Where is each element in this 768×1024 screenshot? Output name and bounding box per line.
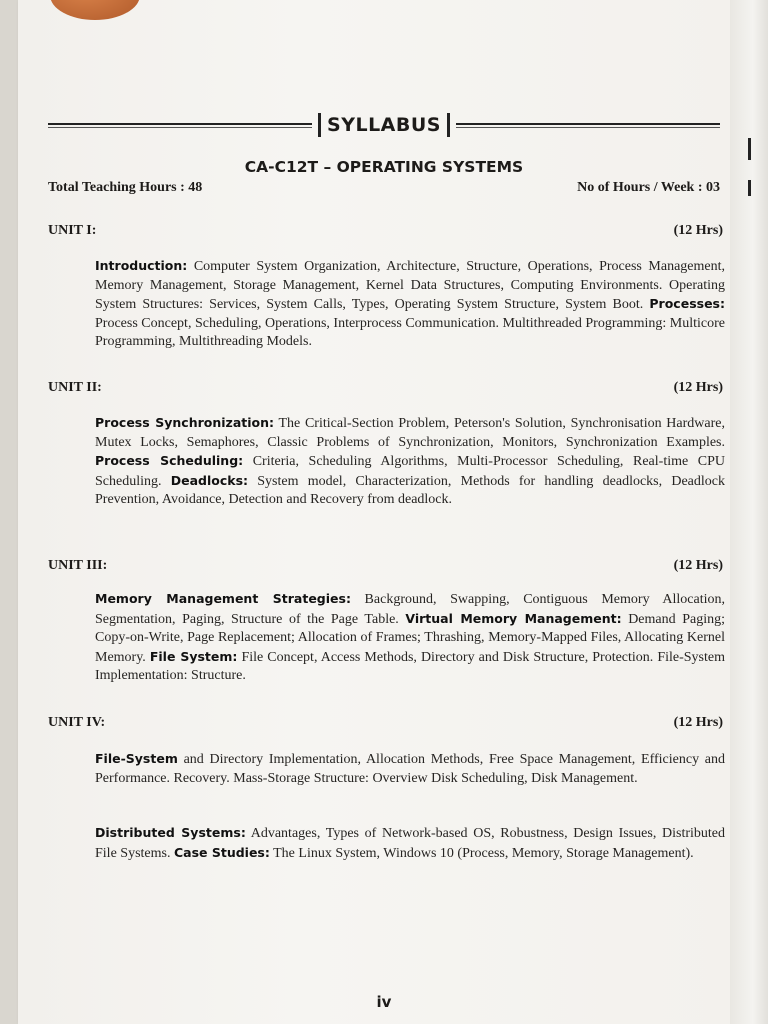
edge-mark xyxy=(748,138,751,160)
topic-text: Advantages, Types of Network-based OS, Robustness, Design Issues, Distributed File Systems. xyxy=(95,826,726,861)
unit-paragraph xyxy=(95,590,725,686)
total-teaching-hours: Total Teaching Hours : 48 xyxy=(48,180,203,195)
topic-text: Background, Swapping, Contiguous Memory Allocation, Segmentation, Paging, Structure of the Page Table. xyxy=(95,592,725,627)
topic-text: System model, Characterization, Methods for handling deadlocks, Deadlock Prevention, Avoidance, Detection and Recovery from deadlock. xyxy=(95,473,725,508)
topic-text: Process Concept, Scheduling, Operations, Interprocess Communication. Multithreaded Programming: Multicore Programming, Multithreading Models. xyxy=(95,315,725,350)
unit-hours: (12 Hrs) xyxy=(673,558,723,573)
unit-heading xyxy=(48,558,723,574)
topic-heading: Processes: xyxy=(649,296,725,312)
hours-row xyxy=(48,180,720,196)
book-page xyxy=(18,0,730,1024)
topic-text: File Concept, Access Methods, Directory and Disk Structure, Protection. File-System Implementation: Structure. xyxy=(95,649,725,684)
unit-hours: (12 Hrs) xyxy=(673,380,723,395)
topic-heading: Deadlocks: xyxy=(170,472,249,488)
topic-text: Computer System Organization, Architecture, Structure, Operations, Process Management, Memory Management, Storage Management, Kernel Data Structures, Computing Environments. Operating System Structures: Services, System Calls, Types, Operating System Structure, System Boot. xyxy=(95,259,725,313)
banner-rule-right xyxy=(456,123,720,128)
banner-bar-left xyxy=(318,113,321,137)
unit-hours: (12 Hrs) xyxy=(673,715,723,730)
topic-text: The Linux System, Windows 10 (Process, Memory, Storage Management). xyxy=(269,845,694,861)
unit-label: UNIT III: xyxy=(48,558,108,573)
banner-bar-right xyxy=(447,113,450,137)
topic-heading: Virtual Memory Management: xyxy=(405,610,622,626)
unit-heading xyxy=(48,223,723,239)
topic-text: Demand Paging; Copy-on-Write, Page Replacement; Allocation of Frames; Thrashing, Memory-Mapped Files, Allocating Kernel Memory. xyxy=(95,611,725,665)
topic-text: The Critical-Section Problem, Peterson's Solution, Synchronisation Hardware, Mutex Locks, Semaphores, Classic Problems of Synchronization, Monitors, Synchronization Examples. xyxy=(95,416,725,450)
unit-label: UNIT II: xyxy=(48,380,102,395)
unit-paragraph xyxy=(95,414,725,510)
hours-per-week: No of Hours / Week : 03 xyxy=(577,180,720,195)
course-title: CA-C12T – OPERATING SYSTEMS xyxy=(244,158,524,176)
unit-heading xyxy=(48,380,723,396)
unit-label: UNIT I: xyxy=(48,223,97,238)
topic-text: and Directory Implementation, Allocation Methods, Free Space Management, Efficiency and Performance. Recovery. Mass-Storage Structure: Overview Disk Scheduling, Disk Management. xyxy=(95,752,725,786)
banner-rule-left xyxy=(48,123,312,128)
topic-heading: Distributed Systems: xyxy=(95,825,246,840)
unit-heading xyxy=(48,715,723,731)
unit-paragraph xyxy=(95,824,725,863)
topic-heading: File-System xyxy=(95,751,178,766)
unit-hours: (12 Hrs) xyxy=(673,223,723,238)
topic-text: Criteria, Scheduling Algorithms, Multi-Processor Scheduling, Real-time CPU Scheduling. xyxy=(95,454,725,489)
unit-label: UNIT IV: xyxy=(48,715,106,730)
banner-title: SYLLABUS xyxy=(327,114,441,136)
unit-paragraph xyxy=(95,257,725,352)
page-number: iv xyxy=(376,993,392,1011)
topic-heading: Introduction: xyxy=(95,258,188,273)
edge-mark xyxy=(748,180,751,196)
topic-heading: Process Scheduling: xyxy=(95,453,244,469)
unit-paragraph xyxy=(95,750,725,788)
topic-heading: File System: xyxy=(149,648,238,664)
topic-heading: Process Synchronization: xyxy=(95,415,275,430)
topic-heading: Memory Management Strategies: xyxy=(95,591,351,606)
syllabus-banner xyxy=(48,112,720,138)
topic-heading: Case Studies: xyxy=(173,844,270,860)
